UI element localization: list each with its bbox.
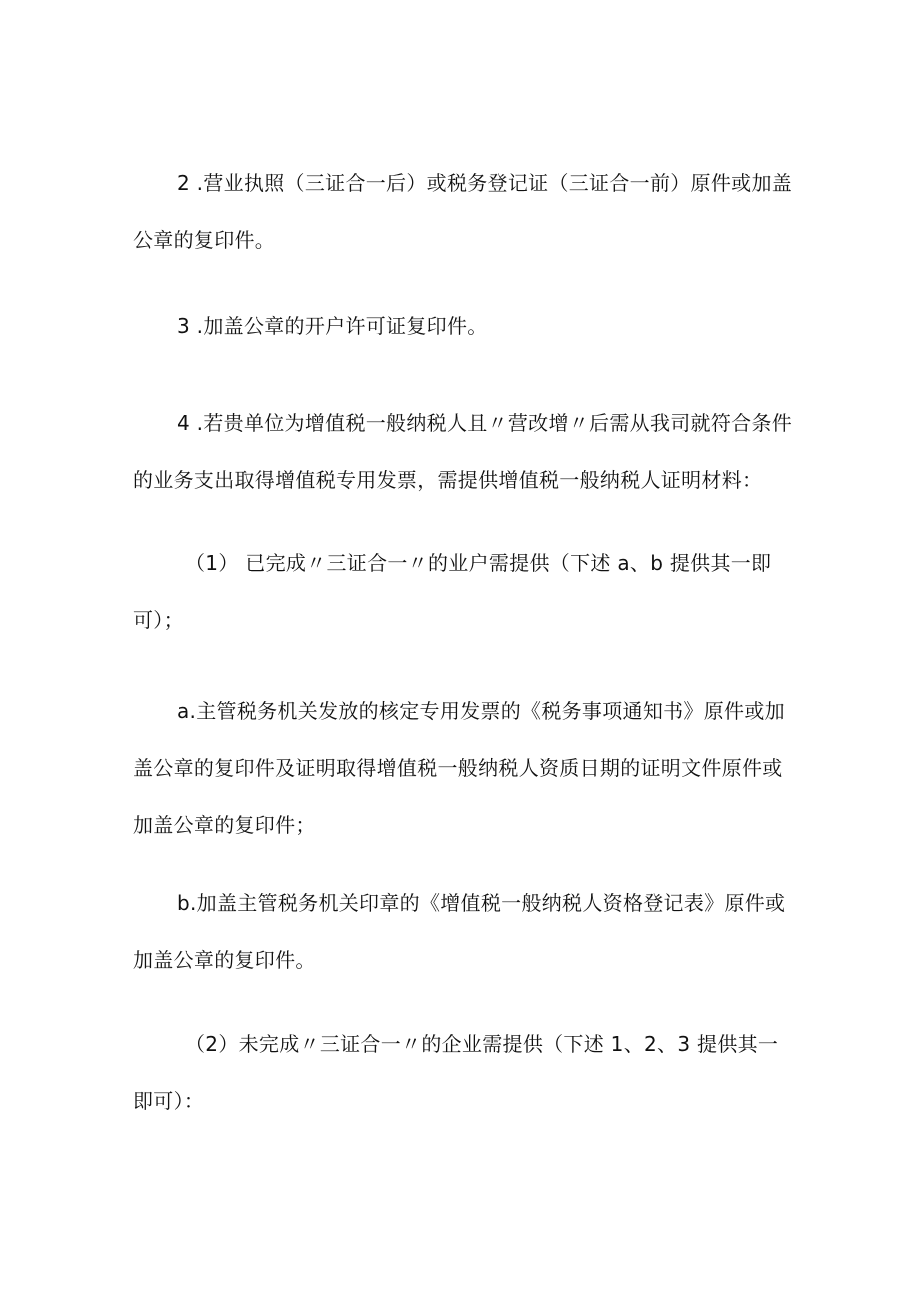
paragraph-subitem-1: （1） 已完成〃三证合一〃的业户需提供（下述 a、b 提供其一即可）； [133,551,772,632]
paragraph-subitem-b: b.加盖主管税务机关印章的《增值税一般纳税人资格登记表》原件或加盖公章的复印件。 [133,891,786,972]
paragraph-subitem-a: a.主管税务机关发放的核定专用发票的《税务事项通知书》原件或加盖公章的复印件及证明取得增值税一般纳税人资质日期的证明文件原件或加盖公章的复印件； [133,699,785,837]
paragraph-item-2: 2 .营业执照（三证合一后）或税务登记证（三证合一前）原件或加盖公章的复印件。 [133,171,793,252]
paragraph-subitem-2: （2）未完成〃三证合一〃的企业需提供（下述 1、2、3 提供其一即可）： [133,1032,779,1113]
paragraph-item-3: 3 .加盖公章的开户许可证复印件。 [177,314,488,338]
paragraph-item-4: 4 .若贵单位为增值税一般纳税人且〃营改增〃后需从我司就符合条件的业务支出取得增值税专用发票，需提供增值税一般纳税人证明材料： [133,411,793,492]
